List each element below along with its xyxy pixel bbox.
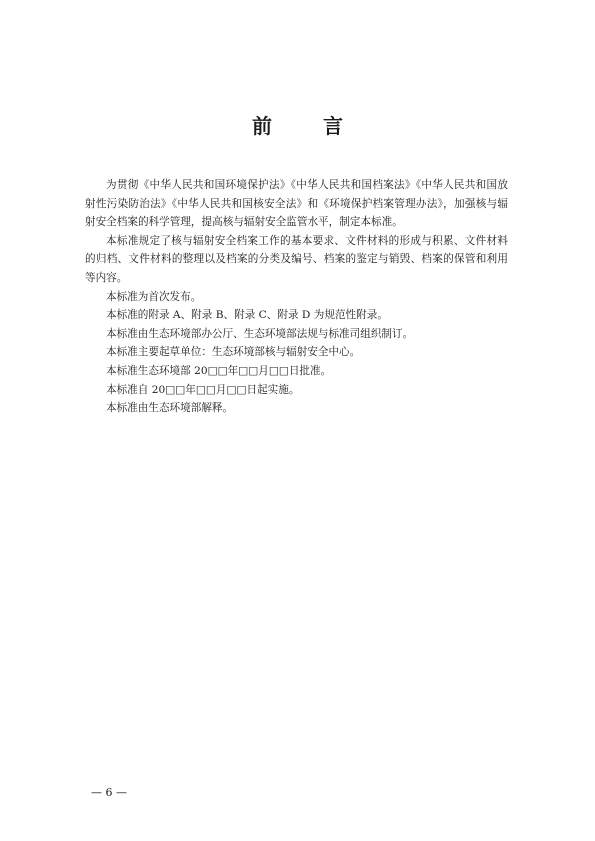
paragraph-purpose: 为贯彻《中华人民共和国环境保护法》《中华人民共和国档案法》《中华人民共和国放射性污染防治法》《中华人民共和国核安全法》和《环境保护档案管理办法》，加强核与辐射安全档案的科学管理，提高核与辐射安全监管水平，制定本标准。 bbox=[85, 179, 508, 229]
paragraph-interpretation: 本标准由生态环境部解释。 bbox=[106, 402, 234, 415]
paragraph-first-release: 本标准为首次发布。 bbox=[106, 290, 202, 303]
paragraph-appendices: 本标准的附录 A、附录 B、附录 C、附录 D 为规范性附录。 bbox=[106, 309, 388, 322]
page-title: 前 言 bbox=[252, 114, 365, 138]
paragraph-drafting-unit: 本标准主要起草单位：生态环境部核与辐射安全中心。 bbox=[106, 346, 361, 359]
paragraph-approval-date: 本标准生态环境部 20□□年□□月□□日批准。 bbox=[106, 364, 332, 377]
paragraph-organizer: 本标准由生态环境部办公厅、生态环境部法规与标准司组织制订。 bbox=[106, 327, 414, 340]
paragraph-scope: 本标准规定了核与辐射安全档案工作的基本要求、文件材料的形成与积累、文件材料的归档、文件材料的整理以及档案的分类及编号、档案的鉴定与销毁、档案的保管和利用等内容。 bbox=[85, 234, 508, 284]
paragraph-effective-date: 本标准自 20□□年□□月□□日起实施。 bbox=[106, 383, 300, 396]
page-number: — 6 — bbox=[91, 786, 127, 799]
preface-body bbox=[85, 176, 508, 418]
